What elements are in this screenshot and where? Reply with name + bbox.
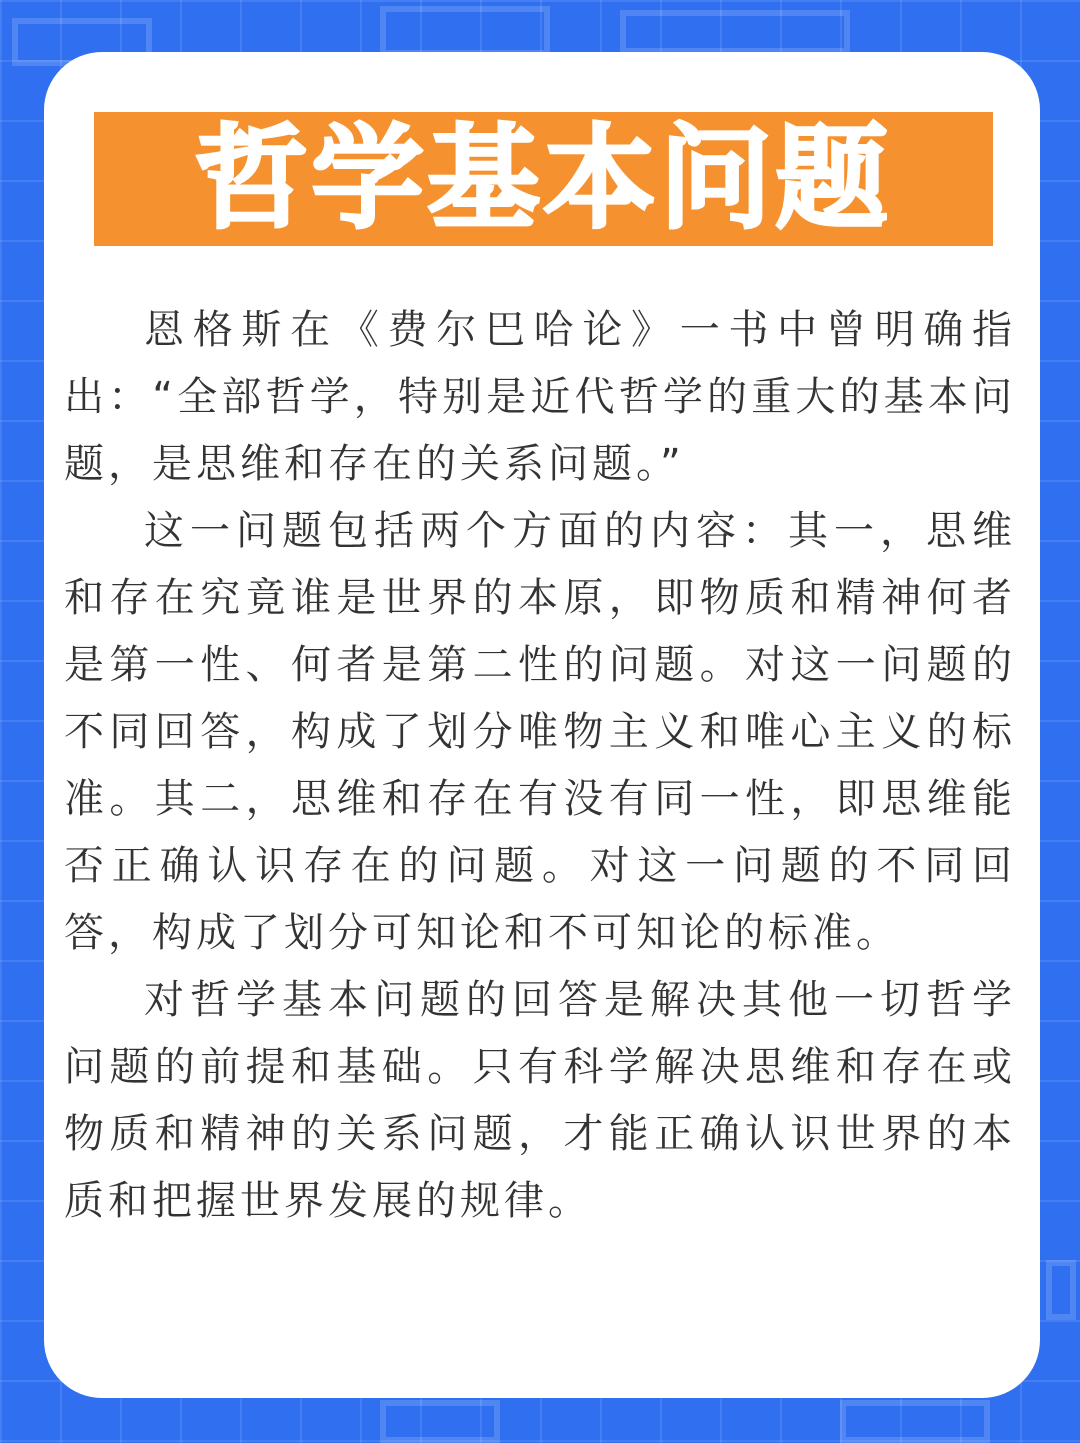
- paragraph: 对哲学基本问题的回答是解决其他一切哲学问题的前提和基础。只有科学解决思维和存在或物质和精神的关系问题，才能正确认识世界的本质和把握世界发展的规律。: [64, 977, 1016, 1224]
- background-decoration: [380, 6, 550, 56]
- background-decoration: [380, 1400, 500, 1443]
- paragraph: 这一问题包括两个方面的内容：其一，思维和存在究竟谁是世界的本原，即物质和精神何者是第一性、何者是第二性的问题。对这一问题的不同回答，构成了划分唯物主义和唯心主义的标准。其二，思维和存在有没有同一性，即思维能否正确认识存在的问题。对这一问题的不同回答，构成了划分可知论和不可知论的标准。: [64, 508, 1016, 956]
- title-banner: [94, 112, 993, 246]
- article-body: [64, 297, 1016, 1235]
- content-card: [44, 52, 1040, 1398]
- background-decoration: [1046, 1260, 1076, 1320]
- page-title: 哲学基本问题: [195, 114, 892, 244]
- background-decoration: [620, 10, 850, 54]
- paragraph: 恩格斯在《费尔巴哈论》一书中曾明确指出：“全部哲学，特别是近代哲学的重大的基本问题，是思维和存在的关系问题。”: [64, 307, 1016, 487]
- background-decoration: [840, 1400, 990, 1443]
